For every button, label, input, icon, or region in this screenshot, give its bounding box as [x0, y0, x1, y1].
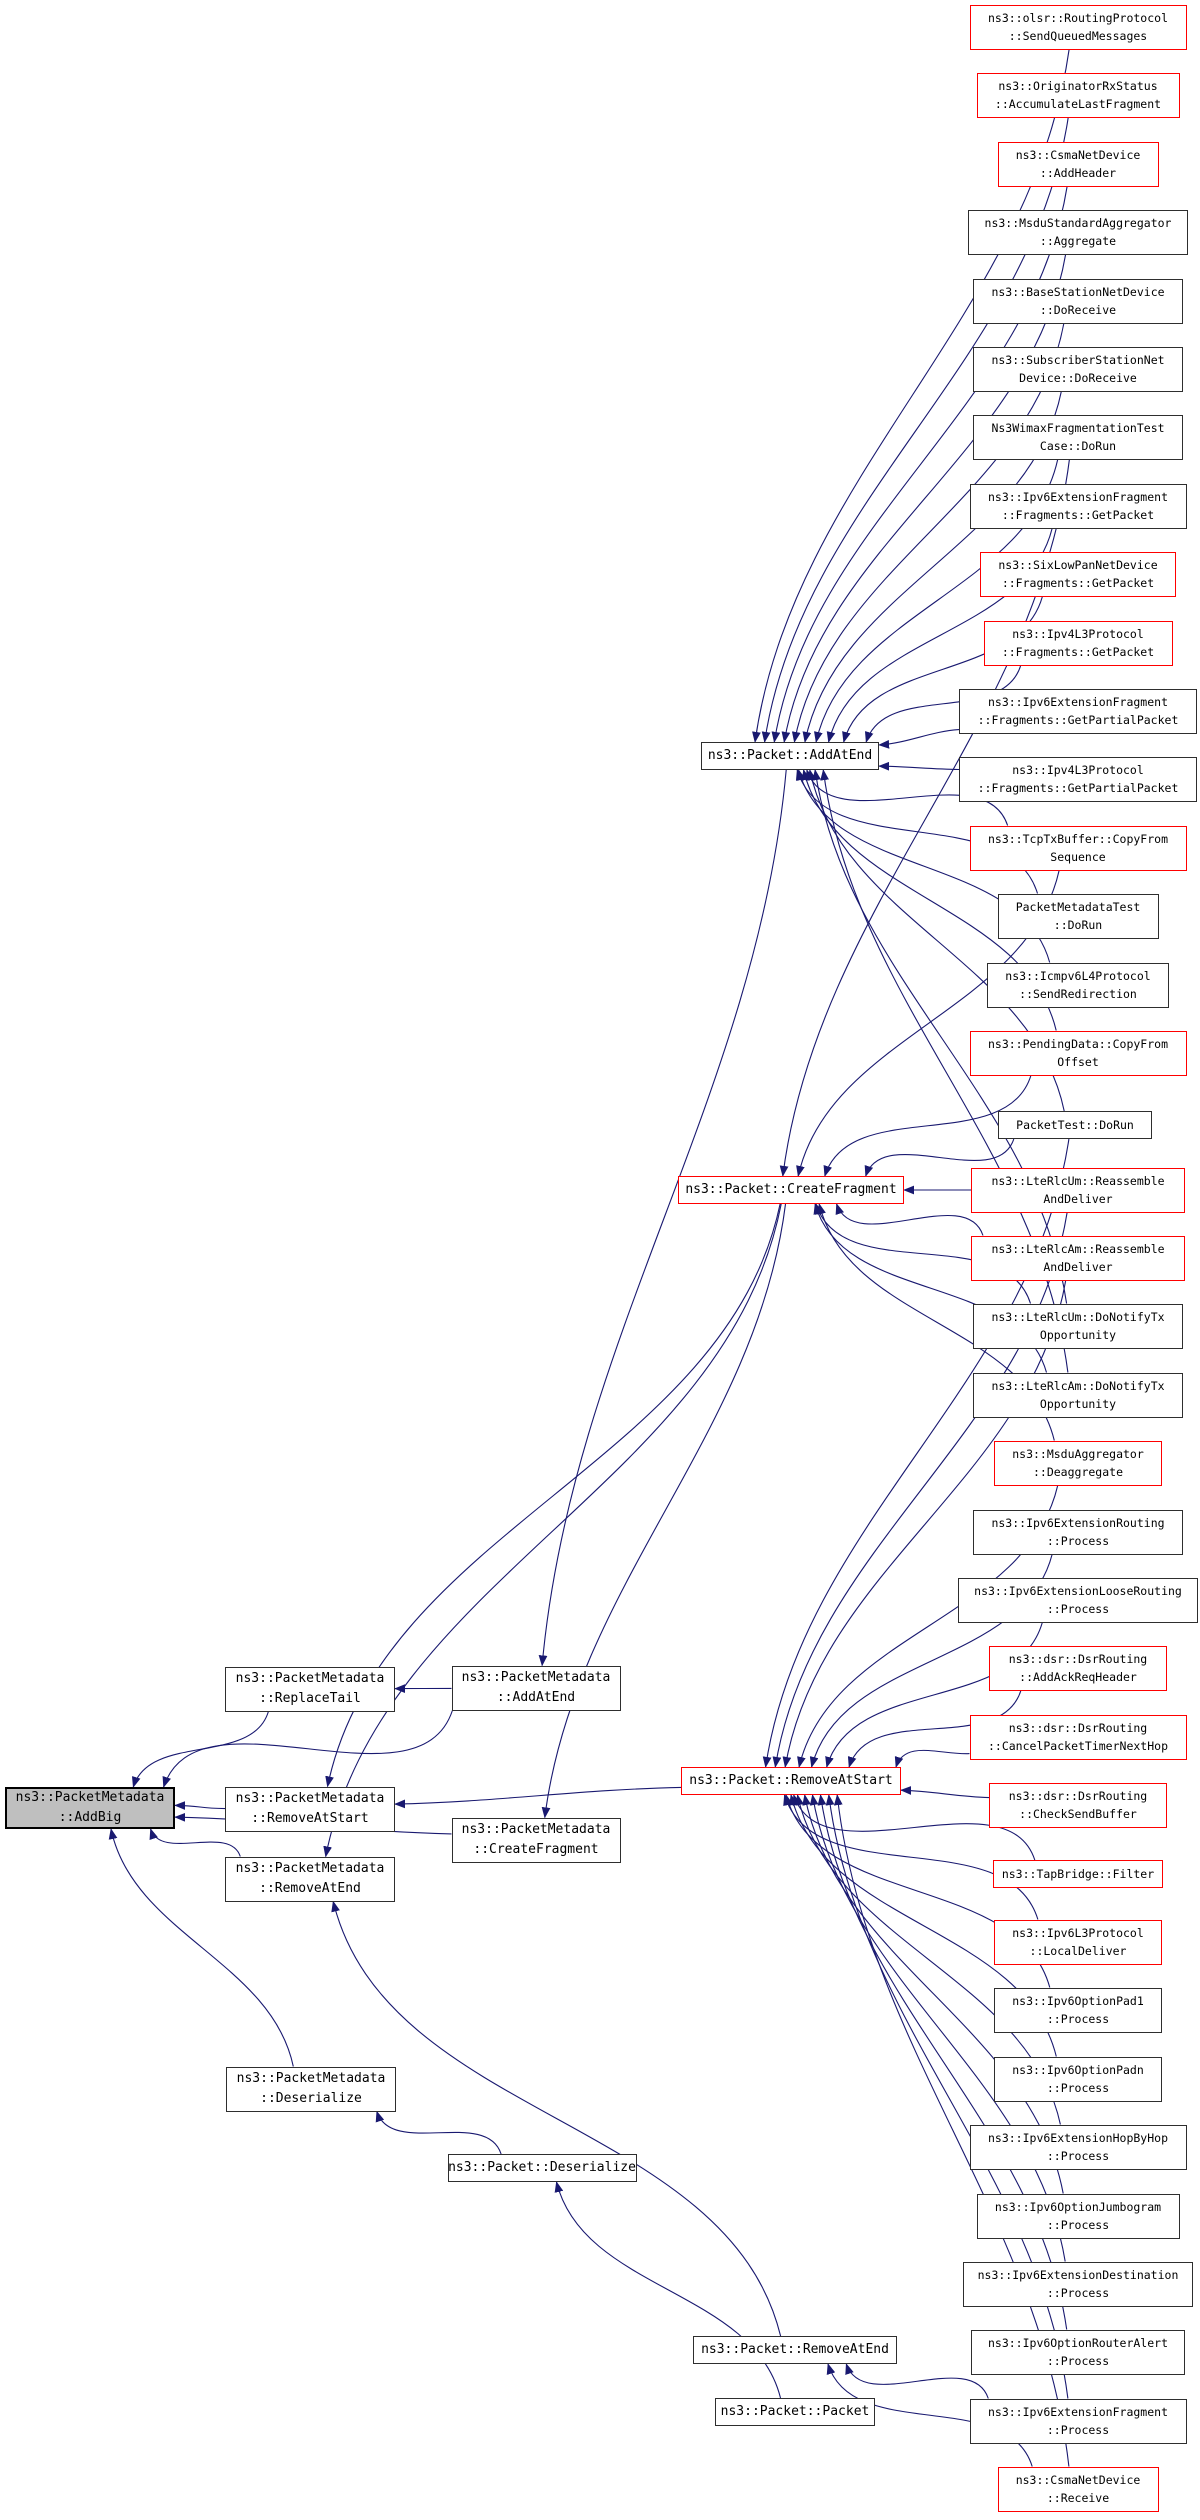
node-ipv6l3_localdeliver[interactable]	[994, 1920, 1162, 1965]
node-packet_packet[interactable]	[715, 2398, 875, 2426]
node-label: ::LocalDeliver	[1029, 1944, 1127, 1958]
node-label: ns3::Ipv6ExtensionFragment	[987, 490, 1168, 504]
node-label: ns3::Packet::AddAtEnd	[707, 748, 873, 763]
node-ip6ext_looserouting_process[interactable]	[958, 1578, 1198, 1623]
node-label: ::Fragments::GetPacket	[1001, 645, 1155, 659]
node-ip6opt_jumbogram_process[interactable]	[977, 2194, 1180, 2239]
node-label: ns3::Packet::Packet	[720, 2404, 870, 2419]
node-label: Offset	[1057, 1055, 1099, 1069]
node-label: ns3::Ipv4L3Protocol	[1012, 763, 1144, 777]
node-label: ns3::Ipv6ExtensionLooseRouting	[974, 1584, 1182, 1598]
node-pm_addatend[interactable]	[452, 1666, 621, 1711]
node-label: ns3::PacketMetadata	[236, 2071, 386, 2086]
node-pending_copyfromoffset[interactable]	[970, 1031, 1187, 1076]
node-label: ns3::Ipv6ExtensionDestination	[977, 2268, 1179, 2282]
node-label: ::Fragments::GetPartialPacket	[977, 713, 1179, 727]
node-label: ::RemoveAtEnd	[259, 1881, 361, 1896]
node-ipv4_getpartial[interactable]	[959, 757, 1197, 802]
node-label: ::AddHeader	[1039, 166, 1117, 180]
node-bs_doreceive[interactable]	[973, 279, 1183, 324]
node-label: ::Process	[1046, 2149, 1110, 2163]
node-sixlow_getpacket[interactable]	[980, 552, 1176, 597]
node-pm_removeatstart[interactable]	[225, 1787, 395, 1832]
node-originator_accumulate[interactable]	[977, 73, 1180, 118]
node-olsr_send_queued[interactable]	[970, 5, 1187, 50]
node-dsr_checksendbuffer[interactable]	[989, 1783, 1167, 1828]
node-wimax_dorun[interactable]	[973, 415, 1183, 460]
node-tapbridge_filter[interactable]	[993, 1860, 1163, 1888]
node-label: ::Process	[1046, 2354, 1110, 2368]
edge-dsr_cancelpackettimer-to-packet_removeatstart	[896, 1750, 970, 1767]
node-label: Opportunity	[1039, 1397, 1117, 1411]
edge-packet_addatend-to-pm_addatend	[542, 770, 786, 1666]
node-label: ::Deserialize	[260, 2091, 362, 2106]
node-icmpv6_sendredirection[interactable]	[987, 963, 1169, 1008]
node-label: ns3::dsr::DsrRouting	[1008, 1721, 1148, 1735]
node-ip6ef_process[interactable]	[970, 2399, 1187, 2444]
node-label: ::AccumulateLastFragment	[994, 97, 1162, 111]
node-label: ns3::LteRlcUm::Reassemble	[991, 1174, 1165, 1188]
node-label: ns3::Ipv4L3Protocol	[1012, 627, 1144, 641]
edge-ipv4_getpartial-to-packet_addatend	[879, 766, 959, 769]
node-label: ::RemoveAtStart	[251, 1811, 369, 1826]
node-label: ns3::Ipv6OptionPadn	[1012, 2063, 1144, 2077]
node-pmtest_dorun[interactable]	[998, 894, 1159, 939]
node-packet_removeatstart[interactable]	[681, 1767, 901, 1795]
edge-lterlcam_reassemble-to-packet_createfragment	[837, 1204, 983, 1236]
node-ip6ext_routing_process[interactable]	[973, 1510, 1183, 1555]
edge-ip6ef_process-to-packet_removeatend	[846, 2364, 988, 2399]
node-lterlcum_reassemble[interactable]	[971, 1168, 1185, 1213]
node-packet_addatend[interactable]	[701, 742, 879, 770]
node-msdu_std_aggregate[interactable]	[968, 210, 1188, 255]
edge-packet_createfragment-to-pm_removeatend	[326, 1204, 782, 1857]
node-label: ns3::PacketMetadata	[235, 1791, 385, 1806]
node-label: ::Deaggregate	[1032, 1465, 1123, 1479]
node-label: ns3::PacketMetadata	[15, 1790, 165, 1805]
node-label: ::Process	[1046, 1602, 1110, 1616]
edge-replacetail-to-addbig	[133, 1712, 268, 1788]
node-lterlcam_donotify[interactable]	[973, 1373, 1183, 1418]
node-label: ::Receive	[1046, 2491, 1110, 2505]
node-label: ::SendQueuedMessages	[1008, 29, 1148, 43]
node-label: ns3::PacketMetadata	[461, 1822, 611, 1837]
edge-dsr_checksendbuffer-to-packet_removeatstart	[901, 1790, 989, 1797]
node-label: ns3::Ipv6ExtensionFragment	[987, 2405, 1168, 2419]
node-ip6ext_hopbyhop_process[interactable]	[970, 2125, 1187, 2170]
node-label: ns3::Icmpv6L4Protocol	[1005, 969, 1151, 983]
node-ip6ef_getpacket[interactable]	[970, 484, 1187, 529]
node-label: ::ReplaceTail	[259, 1691, 361, 1706]
node-label: AndDeliver	[1043, 1192, 1113, 1206]
node-label: ns3::PacketMetadata	[235, 1671, 385, 1686]
node-csma_receive[interactable]	[998, 2467, 1159, 2512]
node-label: ns3::Ipv6ExtensionFragment	[987, 695, 1168, 709]
node-ipv4_getpacket[interactable]	[984, 621, 1173, 666]
edge-ip6ef_getpartial-to-packet_addatend	[879, 730, 959, 745]
node-label: ns3::LteRlcUm::DoNotifyTx	[991, 1310, 1165, 1324]
node-label: ::Process	[1046, 2218, 1110, 2232]
node-label: ns3::BaseStationNetDevice	[991, 285, 1165, 299]
node-label: PacketTest::DoRun	[1016, 1118, 1134, 1132]
node-label: Ns3WimaxFragmentationTest	[991, 421, 1165, 435]
edge-packet_createfragment-to-pm_createfragment	[545, 1204, 786, 1818]
node-label: ::Aggregate	[1039, 234, 1117, 248]
node-ip6opt_pad1_process[interactable]	[994, 1988, 1162, 2033]
node-label: Opportunity	[1039, 1328, 1117, 1342]
node-label: ::Fragments::GetPartialPacket	[977, 781, 1179, 795]
node-label: ns3::Ipv6ExtensionHopByHop	[987, 2131, 1168, 2145]
node-label: ns3::OriginatorRxStatus	[998, 79, 1158, 93]
node-ip6ef_getpartial[interactable]	[959, 689, 1197, 734]
node-label: ns3::Ipv6OptionPad1	[1012, 1994, 1144, 2008]
node-tcptx_copyfromseq[interactable]	[970, 826, 1187, 871]
node-csma_addheader[interactable]	[998, 142, 1159, 187]
node-ip6ext_destination_process[interactable]	[963, 2262, 1193, 2307]
node-packet_deserialize[interactable]	[448, 2154, 637, 2182]
node-label: ns3::olsr::RoutingProtocol	[987, 11, 1168, 25]
edge-pm_addatend-to-addbig	[164, 1711, 453, 1788]
node-label: ns3::MsduStandardAggregator	[984, 216, 1172, 230]
node-label: Sequence	[1050, 850, 1106, 864]
node-label: ns3::Ipv6ExtensionRouting	[991, 1516, 1165, 1530]
node-pm_deserialize[interactable]	[226, 2067, 396, 2112]
node-label: ns3::TcpTxBuffer::CopyFrom	[987, 832, 1168, 846]
node-label: ns3::Packet::CreateFragment	[685, 1182, 897, 1197]
node-label: ns3::Ipv6L3Protocol	[1012, 1926, 1144, 1940]
node-packettest_dorun[interactable]	[998, 1111, 1152, 1139]
node-replacetail[interactable]	[225, 1667, 395, 1712]
node-label: ::CancelPacketTimerNextHop	[987, 1739, 1168, 1753]
node-label: ns3::Packet::RemoveAtStart	[689, 1773, 893, 1788]
edge-packet_removeatend-to-pm_removeatend	[333, 1902, 780, 2337]
node-lterlcum_donotify[interactable]	[973, 1304, 1183, 1349]
node-label: ::DoRun	[1053, 918, 1103, 932]
node-label: ::DoReceive	[1039, 303, 1117, 317]
node-label: ns3::CsmaNetDevice	[1015, 148, 1141, 162]
node-pm_removeatend[interactable]	[225, 1857, 395, 1902]
node-label: ns3::PendingData::CopyFrom	[987, 1037, 1168, 1051]
node-label: ns3::Ipv6OptionJumbogram	[994, 2200, 1162, 2214]
node-packet_removeatend[interactable]	[693, 2336, 897, 2364]
node-label: ns3::SixLowPanNetDevice	[998, 558, 1158, 572]
node-label: ns3::CsmaNetDevice	[1015, 2473, 1141, 2487]
node-label: ::Fragments::GetPacket	[1001, 508, 1155, 522]
node-label: ns3::TapBridge::Filter	[1001, 1867, 1155, 1881]
node-addbig	[5, 1787, 175, 1829]
node-label: ::Process	[1046, 1534, 1110, 1548]
node-msduagg_deaggregate[interactable]	[994, 1441, 1162, 1486]
node-label: Case::DoRun	[1039, 439, 1117, 453]
node-ip6opt_padn_process[interactable]	[994, 2057, 1162, 2102]
node-packet_createfragment[interactable]	[678, 1176, 904, 1204]
node-label: ::AddAckReqHeader	[1019, 1670, 1137, 1684]
node-label: ::CheckSendBuffer	[1019, 1807, 1137, 1821]
node-label: ns3::dsr::DsrRouting	[1008, 1652, 1148, 1666]
node-label: ::Process	[1046, 2423, 1110, 2437]
node-label: ::CreateFragment	[473, 1842, 599, 1857]
node-label: ns3::MsduAggregator	[1012, 1447, 1144, 1461]
node-label: ::Fragments::GetPacket	[1001, 576, 1155, 590]
node-label: ::Process	[1046, 2286, 1110, 2300]
edge-packet_packet-to-packet_deserialize	[557, 2182, 781, 2398]
node-dsr_addackreq[interactable]	[989, 1646, 1167, 1691]
edge-packet_removeatstart-to-pm_removeatstart	[395, 1787, 681, 1804]
node-label: AndDeliver	[1043, 1260, 1113, 1274]
node-label: ::AddAtEnd	[496, 1690, 576, 1705]
node-label: Device::DoReceive	[1019, 371, 1137, 385]
node-label: ns3::LteRlcAm::DoNotifyTx	[991, 1379, 1165, 1393]
node-label: ns3::Packet::Deserialize	[448, 2160, 636, 2175]
node-label: ns3::SubscriberStationNet	[991, 353, 1165, 367]
node-pm_createfragment[interactable]	[452, 1818, 621, 1863]
edge-packet_deserialize-to-pm_deserialize	[377, 2112, 501, 2155]
node-label: ns3::Ipv6OptionRouterAlert	[987, 2336, 1168, 2350]
node-label: ns3::LteRlcAm::Reassemble	[991, 1242, 1165, 1256]
node-label: PacketMetadataTest	[1015, 900, 1141, 914]
node-label: ns3::dsr::DsrRouting	[1008, 1789, 1148, 1803]
edge-pm_removeatend-to-addbig	[151, 1829, 241, 1857]
node-ip6opt_routeralert_process[interactable]	[971, 2330, 1185, 2375]
node-label: ::Process	[1046, 2081, 1110, 2095]
node-ss_doreceive[interactable]	[973, 347, 1183, 392]
node-label: ::SendRedirection	[1019, 987, 1137, 1001]
node-label: ns3::Packet::RemoveAtEnd	[701, 2342, 889, 2357]
node-label: ::Process	[1046, 2012, 1110, 2026]
node-label: ns3::PacketMetadata	[461, 1670, 611, 1685]
node-label: ns3::PacketMetadata	[235, 1861, 385, 1876]
edge-pm_removeatstart-to-addbig	[175, 1805, 225, 1808]
node-lterlcam_reassemble[interactable]	[971, 1236, 1185, 1281]
node-label: ::AddBig	[58, 1810, 122, 1825]
node-dsr_cancelpackettimer[interactable]	[970, 1715, 1187, 1760]
